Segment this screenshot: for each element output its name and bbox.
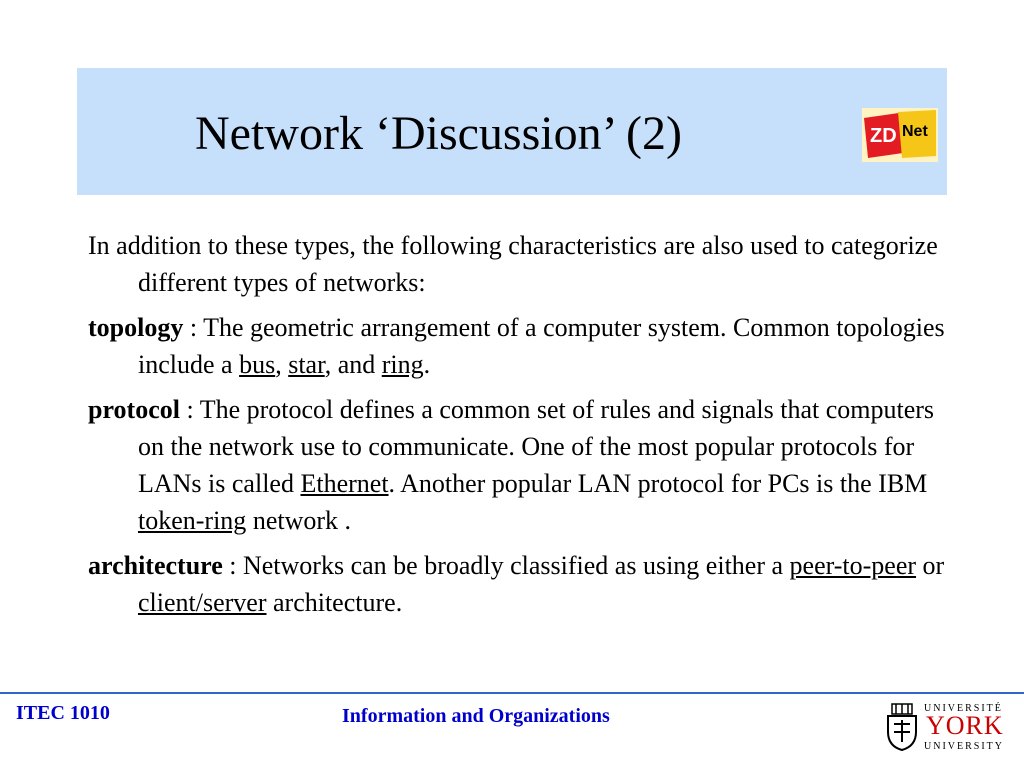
footer-divider: [0, 692, 1024, 694]
topology-sep-2: , and: [324, 350, 382, 379]
zdnet-logo-net: Net: [902, 123, 928, 140]
architecture-text-2: or: [916, 551, 945, 580]
protocol-end: network .: [246, 506, 352, 535]
york-universite-label: UNIVERSITÉ: [924, 703, 1003, 714]
york-university-label: UNIVERSITY: [924, 741, 1004, 752]
architecture-term: architecture: [88, 551, 223, 580]
topology-sep-1: ,: [275, 350, 289, 379]
zdnet-logo: [862, 108, 938, 162]
protocol-text-2: . Another popular LAN protocol for PCs is the IBM: [388, 469, 928, 498]
star-link[interactable]: star: [288, 350, 325, 379]
protocol-paragraph: [88, 391, 948, 539]
footer-course: ITEC 1010: [16, 702, 110, 724]
slide-title: Network ‘Discussion’ (2): [195, 107, 683, 160]
client-server-link[interactable]: client/server: [138, 588, 267, 617]
topology-text: : The geometric arrangement of a computer system. Common topologies include a: [138, 313, 945, 379]
intro-text: In addition to these types, the following characteristics are also used to categorize different types of networks:: [88, 231, 938, 297]
protocol-text: : The protocol defines a common set of rules and signals that computers on the network use to communicate. One of the most popular protocols for LANs is called: [138, 395, 935, 498]
zdnet-logo-zd: ZD: [870, 125, 897, 147]
footer-subject: Information and Organizations: [342, 705, 610, 727]
bus-link[interactable]: bus: [239, 350, 276, 379]
architecture-paragraph: [88, 547, 948, 621]
protocol-term: protocol: [88, 395, 180, 424]
topology-term: topology: [88, 313, 184, 342]
ring-link[interactable]: ring: [381, 350, 424, 379]
topology-paragraph: [88, 309, 948, 383]
token-ring-link[interactable]: token-ring: [138, 506, 247, 535]
slide-body: [88, 227, 948, 629]
york-crest-icon: [884, 702, 920, 752]
architecture-end: architecture.: [266, 588, 403, 617]
peer-to-peer-link[interactable]: peer-to-peer: [789, 551, 917, 580]
ethernet-link[interactable]: Ethernet: [300, 469, 389, 498]
york-wordmark: YORK: [926, 711, 1004, 740]
topology-end: .: [423, 350, 431, 379]
intro-paragraph: [88, 227, 948, 301]
architecture-text: : Networks can be broadly classified as using either a: [222, 551, 790, 580]
